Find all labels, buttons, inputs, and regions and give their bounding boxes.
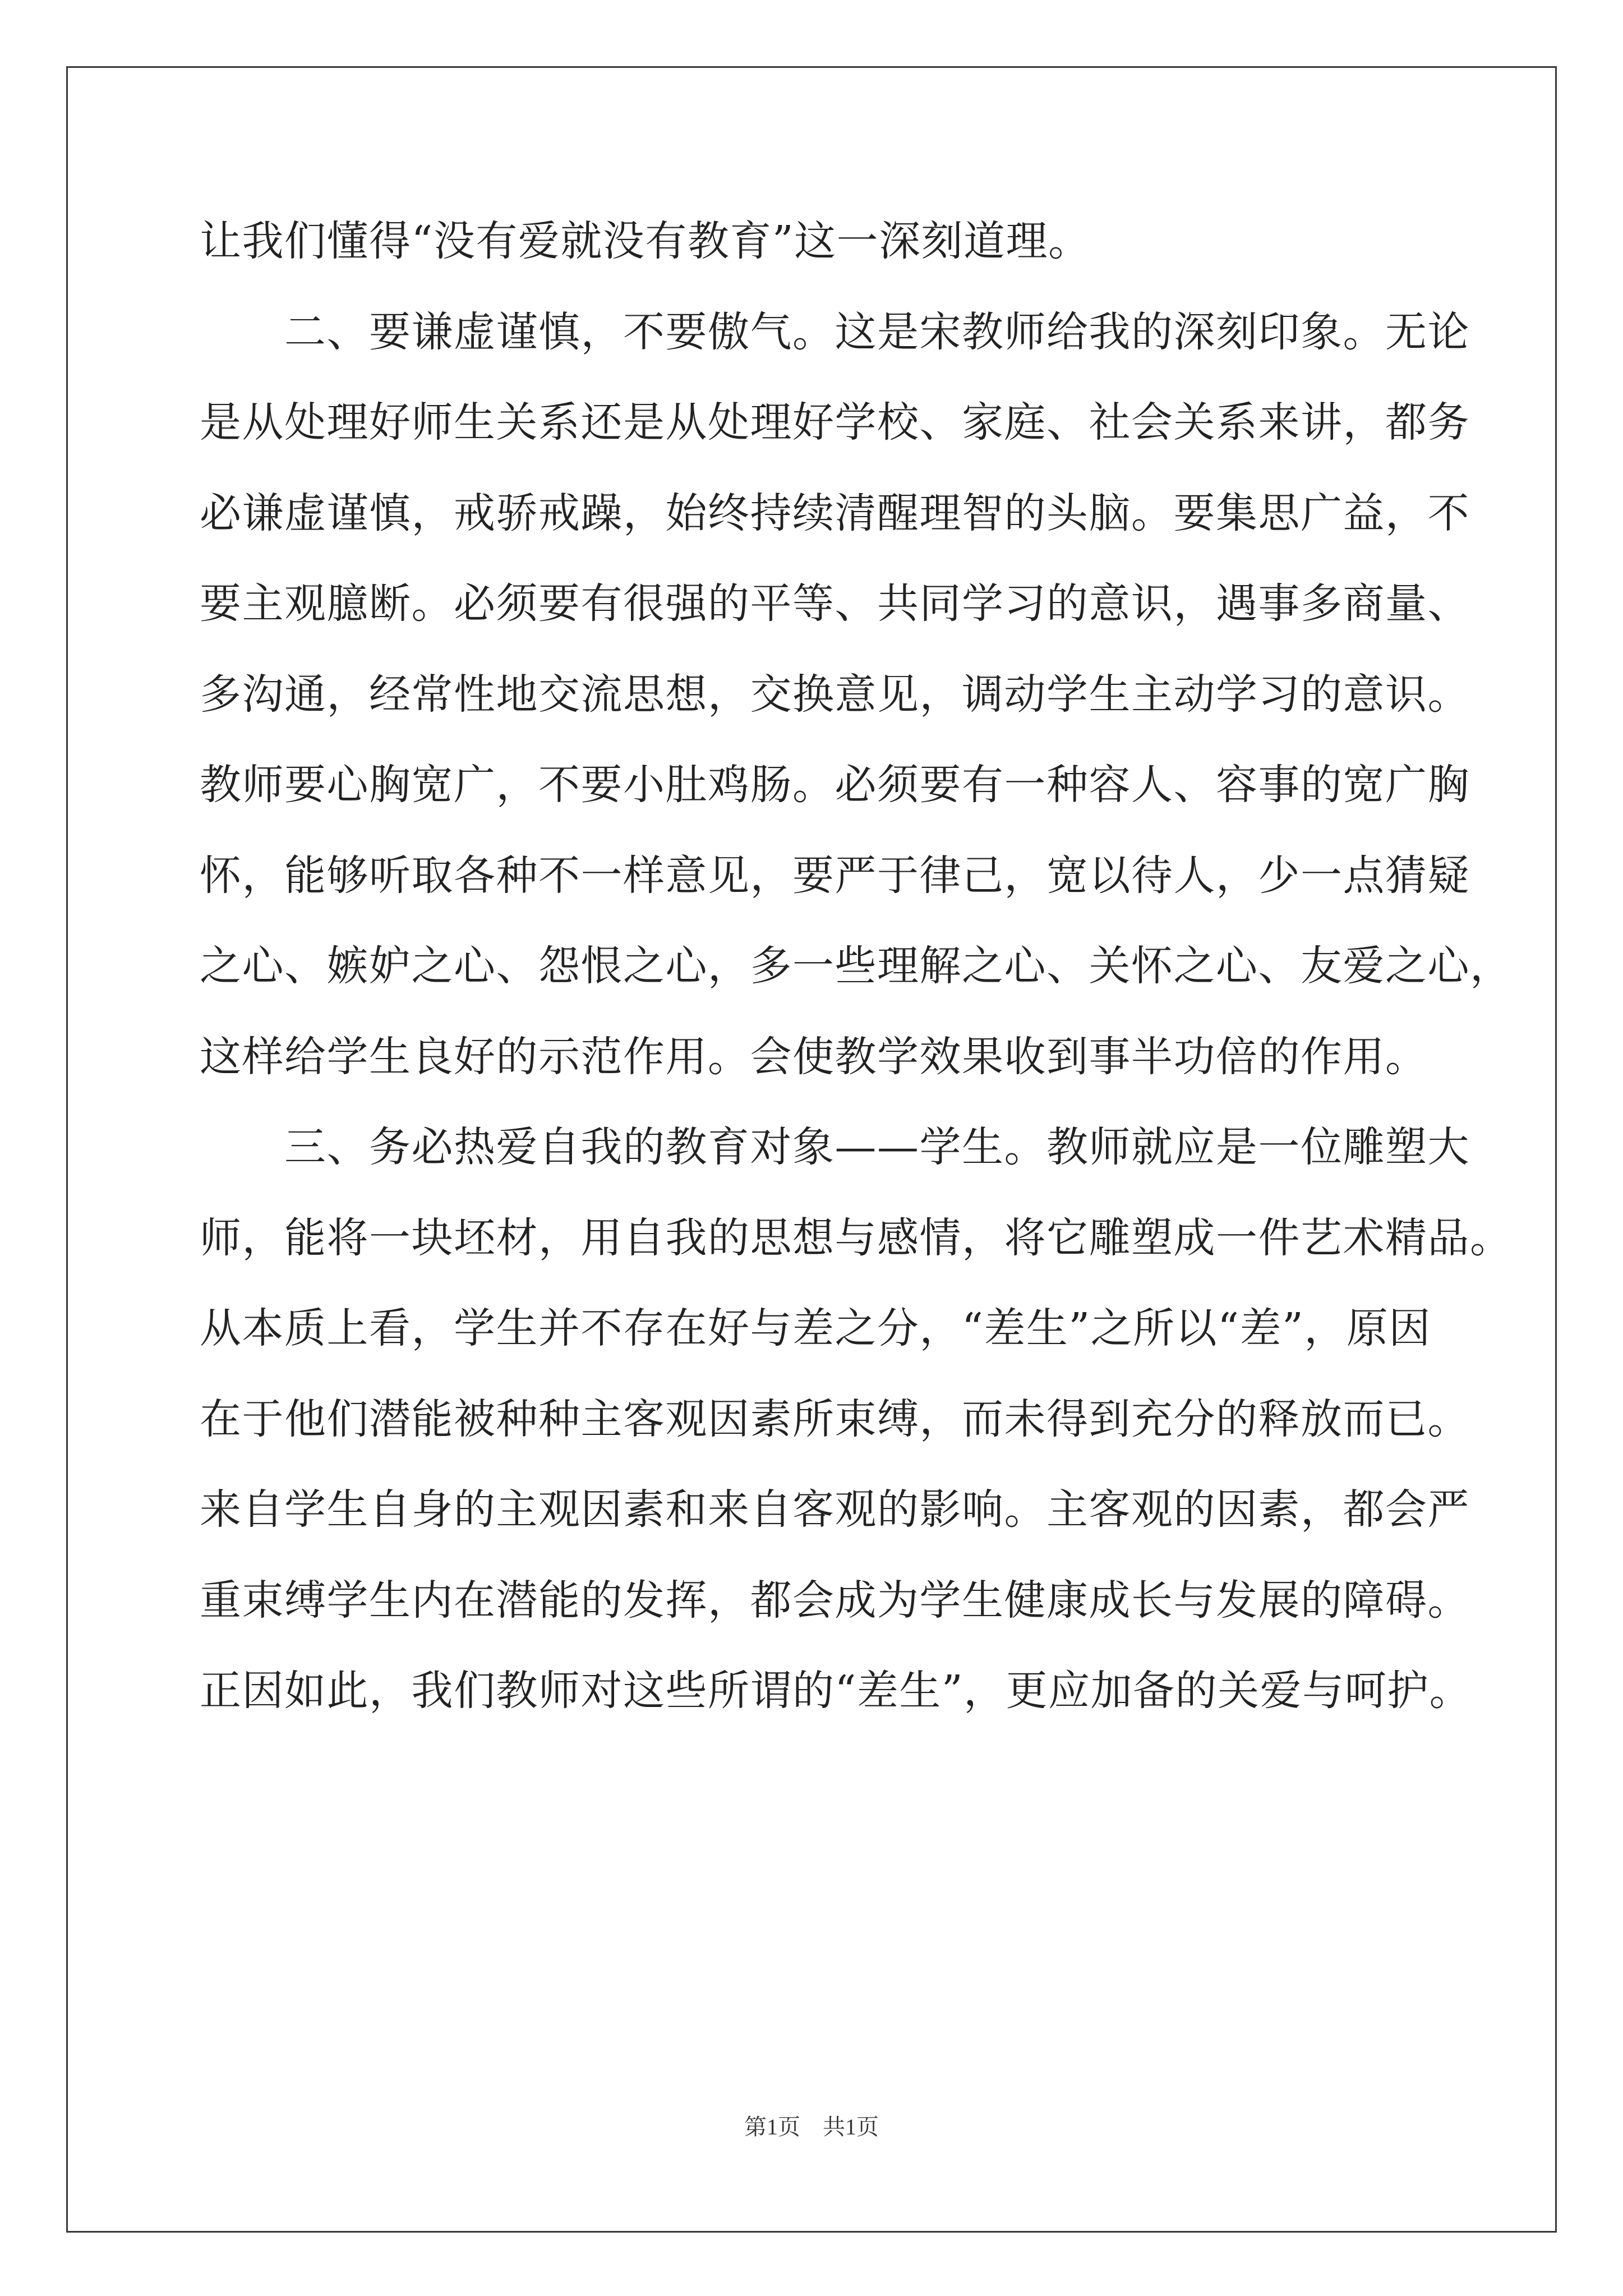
text-line: 怀，能够听取各种不一样意见，要严于律己，宽以待人，少一点猜疑: [200, 851, 1470, 900]
document-body: [200, 208, 1513, 1748]
text-line: 必谦虚谨慎，戒骄戒躁，始终持续清醒理智的头脑。要集思广益，不: [200, 489, 1470, 537]
text-line: 师，能将一块坯材，用自我的思想与感情，将它雕塑成一件艺术精品。: [200, 1213, 1513, 1262]
text-line: 是从处理好师生关系还是从处理好学校、家庭、社会关系来讲，都务: [200, 398, 1470, 447]
text-line: 教师要心胸宽广，不要小肚鸡肠。必须要有一种容人、容事的宽广胸: [200, 761, 1470, 809]
text-line: 三、务必热爱自我的教育对象——学生。教师就应是一位雕塑大: [200, 1123, 1470, 1171]
text-line: 要主观臆断。必须要有很强的平等、共同学习的意识，遇事多商量、: [200, 579, 1470, 628]
text-line: 在于他们潜能被种种主客观因素所束缚，而未得到充分的释放而已。: [200, 1395, 1470, 1443]
text-line: 这样给学生良好的示范作用。会使教学效果收到事半功倍的作用。: [200, 1032, 1428, 1081]
text-line: 多沟通，经常性地交流思想，交换意见，调动学生主动学习的意识。: [200, 670, 1470, 719]
page-number-footer: 第1页 共1页: [744, 2114, 879, 2139]
text-line: 来自学生自身的主观因素和来自客观的影响。主客观的因素，都会严: [200, 1485, 1470, 1534]
text-line: 重束缚学生内在潜能的发挥，都会成为学生健康成长与发展的障碍。: [200, 1576, 1470, 1625]
text-line: 从本质上看，学生并不存在好与差之分，“差生”之所以“差”，原因: [200, 1304, 1431, 1352]
text-line: 之心、嫉妒之心、怨恨之心，多一些理解之心、关怀之心、友爱之心，: [200, 942, 1513, 990]
text-line: 二、要谦虚谨慎，不要傲气。这是宋教师给我的深刻印象。无论: [200, 307, 1470, 356]
text-line: 让我们懂得“没有爱就没有教育”这一深刻道理。: [200, 217, 1091, 265]
text-line: 正因如此，我们教师对这些所谓的“差生”，更应加备的关爱与呵护。: [200, 1667, 1472, 1715]
